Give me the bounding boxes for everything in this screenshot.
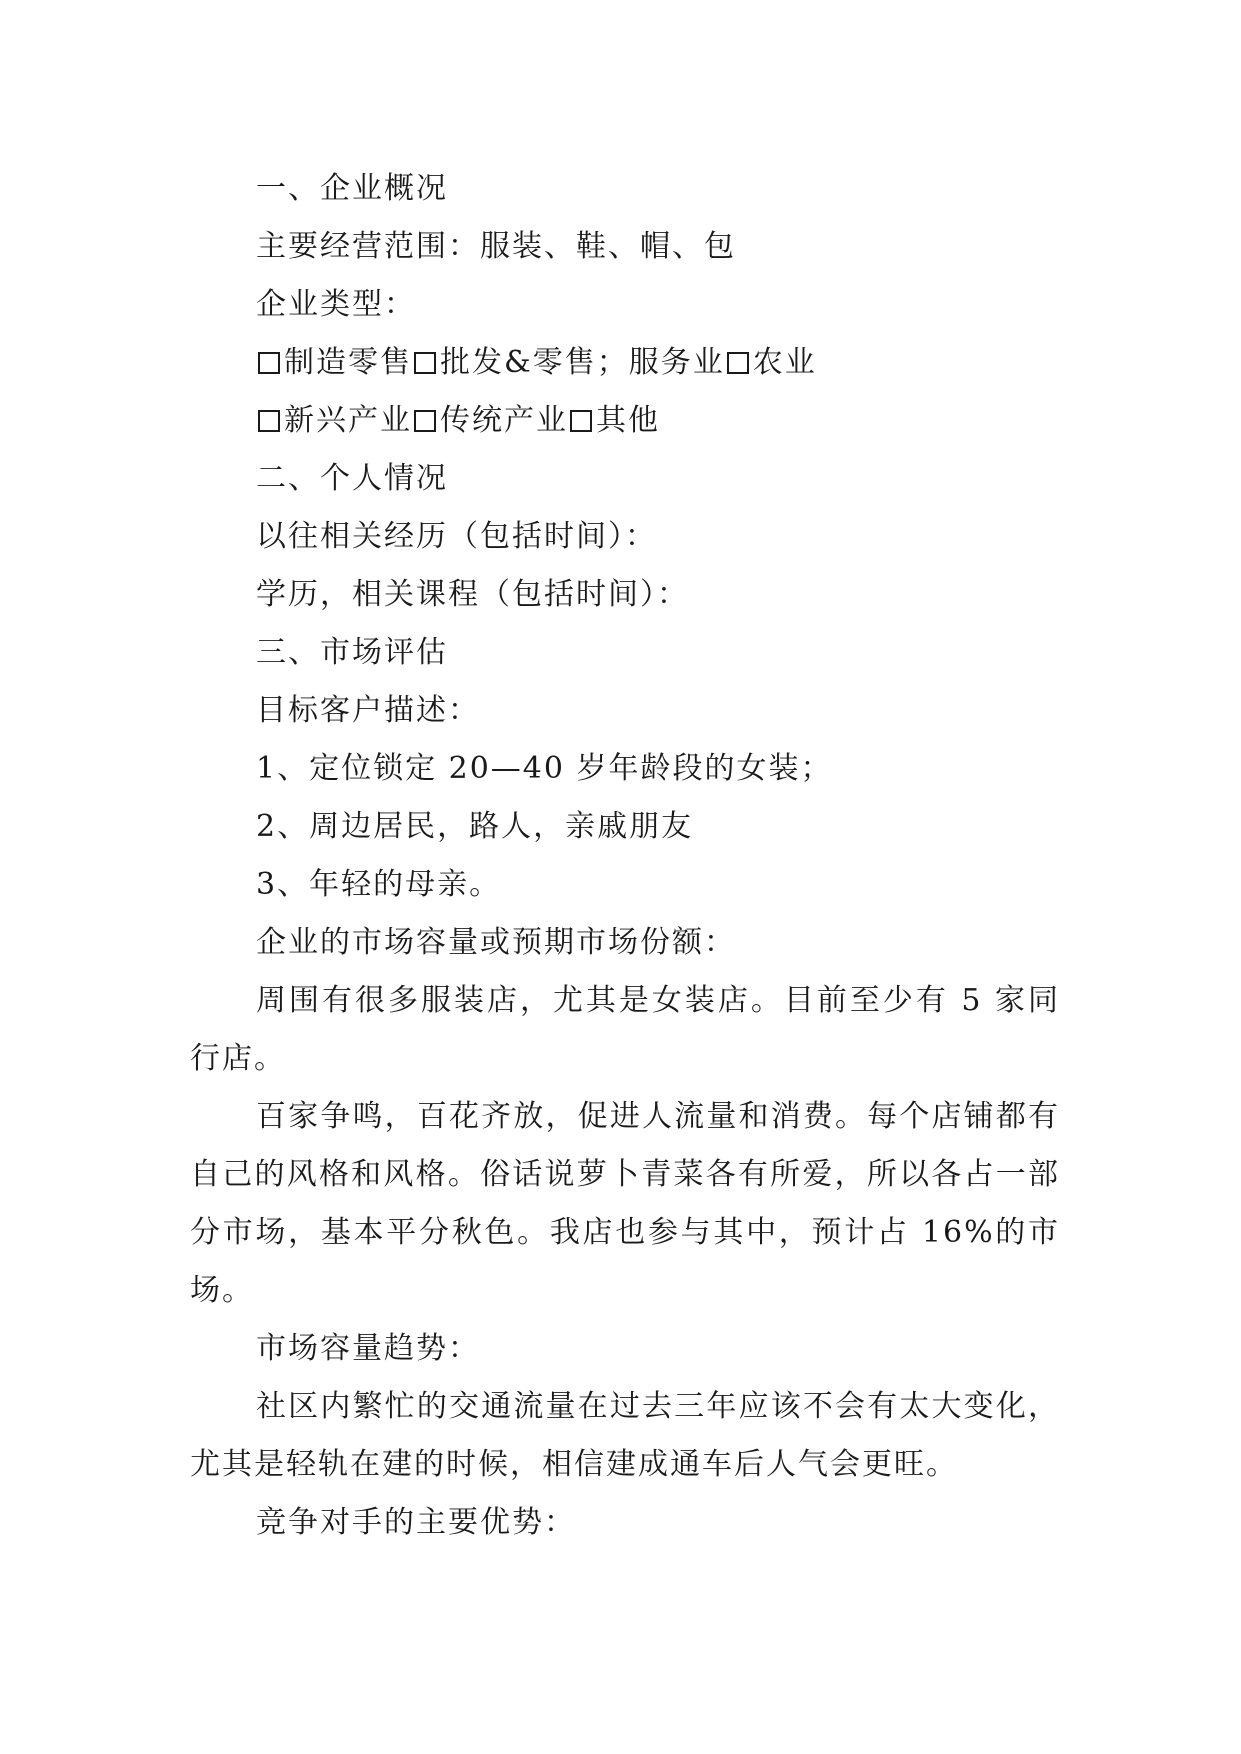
option-label: 批发&零售；服务业: [440, 345, 725, 380]
option-label: 传统产业: [440, 403, 568, 438]
enterprise-type-options-row1: [190, 334, 1060, 392]
option-emerging-industry[interactable]: [256, 392, 412, 450]
checkbox-icon[interactable]: [570, 410, 592, 432]
competitor-advantages-label: 竞争对手的主要优势：: [256, 1505, 576, 1540]
business-scope: 主要经营范围：服装、鞋、帽、包: [256, 229, 736, 264]
option-label: 农业: [752, 345, 817, 380]
checkbox-icon[interactable]: [258, 410, 280, 432]
option-manufacturing-retail[interactable]: [256, 334, 412, 392]
paragraph-competition-count: 周围有很多服装店，尤其是女装店。目前至少有 5 家同行店。: [190, 983, 1060, 1076]
paragraph-market-share: 百家争鸣，百花齐放，促进人流量和消费。每个店铺都有自己的风格和风格。俗话说萝卜青菜各有所爱，所以各占一部分市场，基本平分秋色。我店也参与其中，预计占 16%的市场。: [190, 1099, 1060, 1308]
experience-label: 以往相关经历（包括时间）：: [256, 519, 657, 554]
education-label: 学历，相关课程（包括时间）：: [256, 577, 689, 612]
option-label: 制造零售: [284, 345, 412, 380]
option-other[interactable]: [568, 392, 660, 450]
option-wholesale-retail[interactable]: [412, 334, 725, 392]
checkbox-icon[interactable]: [414, 410, 436, 432]
market-trend-label: 市场容量趋势：: [256, 1331, 480, 1366]
option-label: 新兴产业: [284, 403, 412, 438]
checkbox-icon[interactable]: [727, 352, 749, 374]
enterprise-type-label: 企业类型：: [256, 287, 416, 322]
option-label: 其他: [596, 403, 660, 438]
section-heading-market: 三、市场评估: [256, 635, 448, 670]
target-item-1: 1、定位锁定 20—40 岁年龄段的女装；: [256, 751, 833, 786]
enterprise-type-options-row2: [190, 392, 1060, 450]
target-item-2: 2、周边居民，路人，亲戚朋友: [256, 809, 694, 844]
section-heading-personal: 二、个人情况: [256, 461, 448, 496]
document-body: [190, 160, 1060, 1552]
checkbox-icon[interactable]: [258, 352, 280, 374]
checkbox-icon[interactable]: [414, 352, 436, 374]
paragraph-traffic-trend: 社区内繁忙的交通流量在过去三年应该不会有太大变化，尤其是轻轨在建的时候，相信建成通车后人气会更旺。: [190, 1389, 1060, 1482]
market-capacity-label: 企业的市场容量或预期市场份额：: [256, 925, 736, 960]
option-traditional-industry[interactable]: [412, 392, 568, 450]
section-heading-enterprise: 一、企业概况: [256, 171, 448, 206]
target-item-3: 3、年轻的母亲。: [256, 867, 502, 902]
option-agriculture[interactable]: [725, 334, 817, 392]
target-customers-label: 目标客户描述：: [256, 693, 480, 728]
